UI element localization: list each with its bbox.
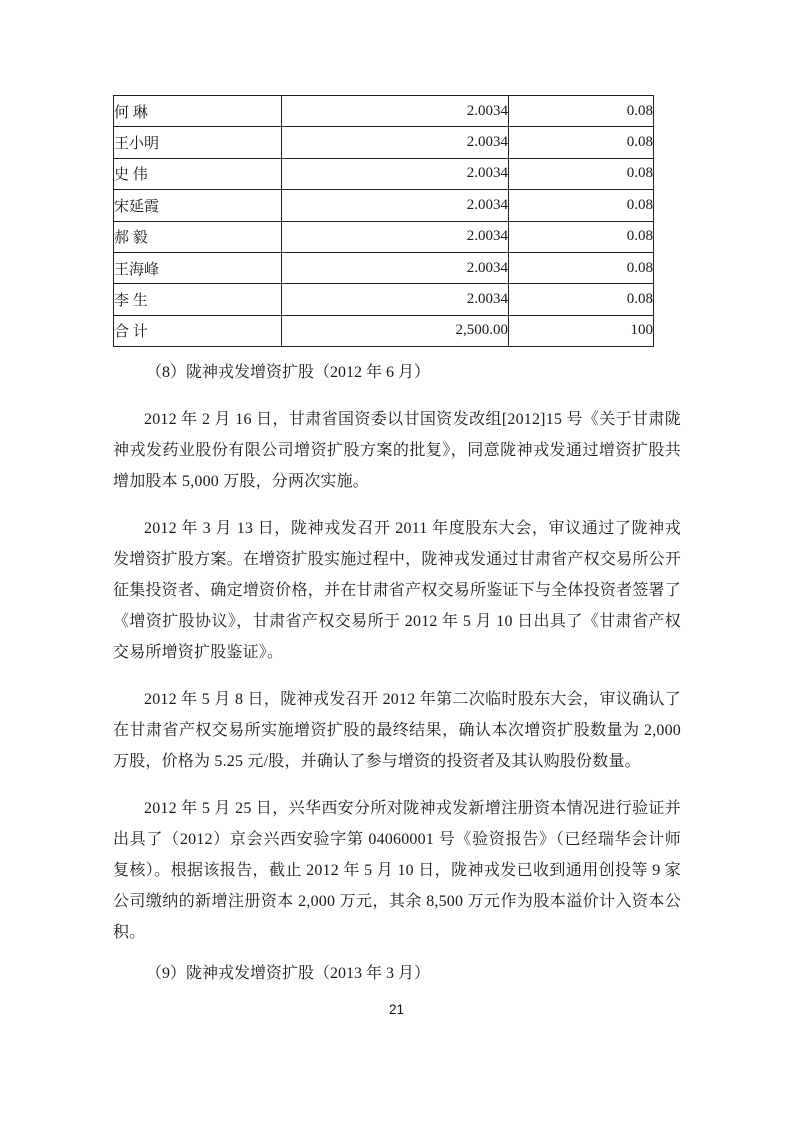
table-total-row	[114, 315, 654, 346]
page-number: 21	[388, 1002, 405, 1017]
capital-amount: 2.0034	[282, 158, 509, 189]
capital-amount: 2.0034	[282, 221, 509, 252]
page-content	[113, 95, 681, 989]
shareholder-name: 李 生	[114, 284, 282, 315]
ownership-ratio: 0.08	[509, 190, 654, 221]
shareholder-table	[113, 95, 654, 347]
table-row	[114, 96, 654, 127]
paragraph-approval: 2012 年 2 月 16 日，甘肃省国资委以甘国资发改组[2012]15 号《关于甘肃陇神戎发药业股份有限公司增资扩股方案的批复》，同意陇神戎发通过增资扩股共增加股本 5,000 万股，分两次实施。	[113, 411, 681, 491]
capital-amount: 2.0034	[282, 127, 509, 158]
total-amount: 2,500.00	[282, 315, 509, 346]
shareholder-name: 王海峰	[114, 252, 282, 283]
table-row	[114, 127, 654, 158]
total-ratio: 100	[509, 315, 654, 346]
ownership-ratio: 0.08	[509, 284, 654, 315]
shareholder-name: 宋延霞	[114, 190, 282, 221]
ownership-ratio: 0.08	[509, 221, 654, 252]
ownership-ratio: 0.08	[509, 158, 654, 189]
capital-amount: 2.0034	[282, 190, 509, 221]
paragraph-capital-verification: 2012 年 5 月 25 日，兴华西安分所对陇神戎发新增注册资本情况进行验证并出具了（2012）京会兴西安验字第 04060001 号《验资报告》（已经瑞华会计师复核）。根据该报告，截止 2012 年 5 月 10 日，陇神戎发已收到通用创投等 9 家公司缴纳的新增注册资本 2,000 万元，其余 8,500 万元作为股本溢价计入资本公积。	[113, 800, 681, 942]
shareholder-name: 王小明	[114, 127, 282, 158]
section-heading-8: （8）陇神戎发增资扩股（2012 年 6 月）	[146, 364, 431, 382]
table-row	[114, 190, 654, 221]
shareholder-name: 郝 毅	[114, 221, 282, 252]
table-row	[114, 252, 654, 283]
ownership-ratio: 0.08	[509, 252, 654, 283]
table-row	[114, 221, 654, 252]
paragraph-shareholders-meeting: 2012 年 3 月 13 日，陇神戎发召开 2011 年度股东大会，审议通过了陇神戎发增资扩股方案。在增资扩股实施过程中，陇神戎发通过甘肃省产权交易所公开征集投资者、确定增资价格，并在甘肃省产权交易所鉴证下与全体投资者签署了《增资扩股协议》，甘肃省产权交易所于 2012 年 5 月 10 日出具了《甘肃省产权交易所增资扩股鉴证》。	[113, 520, 681, 662]
shareholder-name: 何 琳	[114, 96, 282, 127]
section-heading-9: （9）陇神戎发增资扩股（2013 年 3 月）	[146, 965, 431, 983]
capital-amount: 2.0034	[282, 96, 509, 127]
table-row	[114, 284, 654, 315]
capital-amount: 2.0034	[282, 252, 509, 283]
ownership-ratio: 0.08	[509, 96, 654, 127]
ownership-ratio: 0.08	[509, 127, 654, 158]
total-label: 合 计	[114, 315, 282, 346]
paragraph-interim-meeting: 2012 年 5 月 8 日，陇神戎发召开 2012 年第二次临时股东大会，审议确认了在甘肃省产权交易所实施增资扩股的最终结果，确认本次增资扩股数量为 2,000 万股，价格为 5.25 元/股，并确认了参与增资的投资者及其认购股份数量。	[113, 691, 681, 771]
shareholder-name: 史 伟	[114, 158, 282, 189]
capital-amount: 2.0034	[282, 284, 509, 315]
table-row	[114, 158, 654, 189]
